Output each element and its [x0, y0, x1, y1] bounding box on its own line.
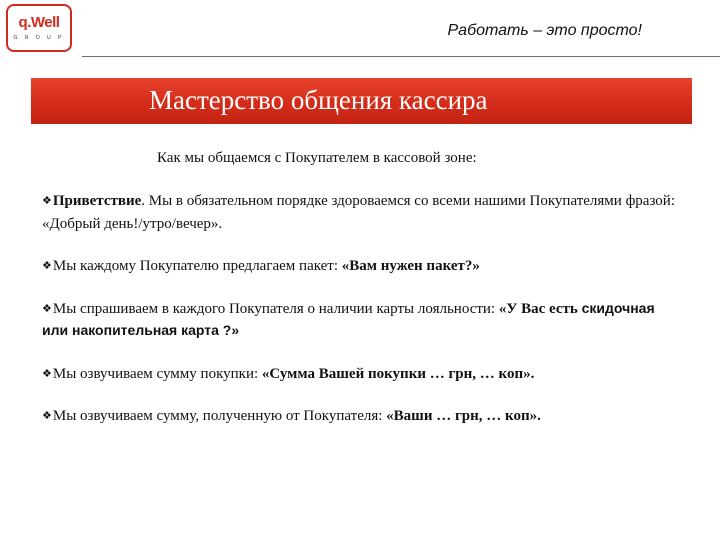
item-bold: «Сумма Вашей покупки … грн, … коп». — [261, 365, 535, 382]
page-title: Мастерство общения кассира — [149, 85, 488, 115]
logo-text: q.Well — [18, 14, 60, 31]
item-text: Мы спрашиваем в каждого Покупателя о наличии карты лояльности: — [52, 300, 499, 317]
rules-list — [42, 190, 682, 448]
list-item-greeting — [42, 190, 682, 235]
item-text: . Мы в обязательном порядке здороваемся со всеми нашими Покупателями фразой: «Добрый день!/утро/вечер». — [42, 193, 675, 232]
company-logo — [6, 4, 72, 52]
intro-text: Как мы общаемся с Покупателем в кассовой зоне: — [157, 150, 477, 166]
bullet-icon: ❖ — [42, 260, 52, 272]
bullet-icon: ❖ — [42, 302, 52, 315]
item-bold: Приветствие — [52, 193, 142, 209]
header-divider — [82, 56, 720, 57]
item-bold: «Вам нужен пакет?» — [341, 258, 480, 274]
item-text: Мы озвучиваем сумму покупки: — [52, 365, 262, 382]
item-bold-sans: скидочная или накопительная карта ?» — [42, 299, 655, 338]
header-tagline: Работать – это просто! — [447, 22, 642, 39]
item-text: Мы каждому Покупателю предлагаем пакет: — [52, 258, 342, 274]
list-item-purchase-sum — [42, 363, 682, 386]
bullet-icon: ❖ — [42, 410, 52, 422]
list-item-bag — [42, 255, 682, 278]
logo-subtext: G R O U P — [13, 35, 65, 41]
bullet-icon: ❖ — [42, 367, 52, 380]
item-text: Мы озвучиваем сумму, полученную от Покупателя: — [52, 408, 387, 424]
item-bold: «У Вас есть — [498, 300, 582, 317]
title-banner — [31, 78, 692, 124]
list-item-received-sum — [42, 405, 682, 428]
item-bold: «Ваши … грн, … коп». — [386, 408, 541, 424]
bullet-icon: ❖ — [42, 195, 52, 207]
list-item-loyalty — [42, 298, 682, 343]
